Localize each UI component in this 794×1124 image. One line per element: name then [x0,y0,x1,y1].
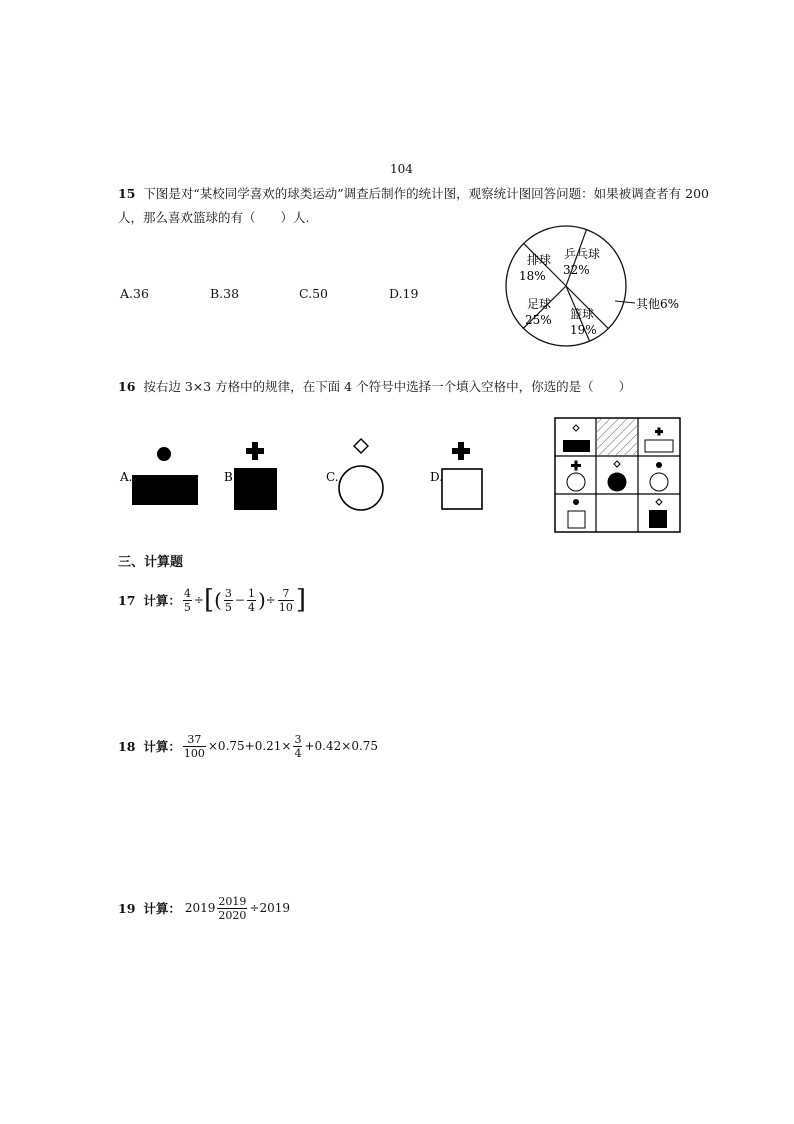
q16-text: 按右边 3×3 方格中的规律，在下面 4 个符号中选择一个填入空格中，你选的是（ ） [143,379,632,394]
dot-icon [157,447,171,461]
q15-text-line1: 下图是对“某校同学喜欢的球类运动”调查后制作的统计图，观察统计图回答问题：如果被调查者有 200 [143,186,709,201]
dot-icon [656,462,662,468]
q17-number: 17 [118,592,136,608]
filled-square-icon [234,468,277,510]
q17-bracket-open: [ [203,585,215,615]
pie-label-pingpang-pct: 32% [563,263,590,277]
filled-square-icon [649,510,667,528]
plus-icon [246,442,264,460]
q17-label: 计算： [143,593,181,608]
empty-circle-icon [650,473,668,491]
grid-cell-1-2-hatched [597,419,637,455]
grid-cell-1-3 [645,428,673,453]
diamond-icon [573,425,579,431]
q18-fraction-1: $\frac{37}{100}$ [183,732,205,760]
pie-label-lanqiu-name: 篮球 [570,307,595,321]
pie-label-zuqiu-name: 足球 [527,297,552,311]
empty-circle-icon [567,473,585,491]
q17-fraction-1: $\frac{4}{5}$ [183,586,191,614]
q16-option-b[interactable] [224,442,277,510]
q17-bracket-close: ] [295,585,306,615]
q16-options [110,436,510,516]
q16-option-a-label: A. [120,470,133,484]
empty-square-icon [568,511,585,528]
grid-cell-3-3 [649,499,667,528]
empty-circle-icon [339,466,383,510]
q17-fraction-3: $\frac{1}{4}$ [247,586,255,614]
diamond-icon [614,461,620,467]
q15-option-b[interactable]: B.38 [210,286,240,301]
q17 [118,580,306,620]
q18-number: 18 [118,738,136,754]
q19-number: 19 [118,900,136,916]
pie-label-lanqiu-pct: 19% [570,323,597,337]
q17-op3: ÷ [265,593,276,607]
pie-chart [500,222,690,352]
q16-option-c[interactable] [326,439,383,510]
filled-rectangle-icon [563,440,590,452]
pie-label-paiqiu-pct: 18% [519,269,546,283]
q15-text-line2: 人，那么喜欢篮球的有（ ）人. [118,210,310,225]
diamond-icon [354,439,368,453]
empty-square-icon [442,469,482,509]
q16-number: 16 [118,379,136,394]
section-3-title: 三、计算题 [118,555,184,570]
q16-option-b-label: B. [224,470,237,484]
q16-option-d[interactable] [430,442,482,509]
q17-op2: − [234,593,245,607]
q15-option-a[interactable]: A.36 [120,286,149,301]
q19 [118,888,290,928]
pie-label-zuqiu-pct: 25% [525,313,552,327]
grid-cell-2-1 [567,461,585,492]
pie-label-qita: 其他6% [636,297,680,311]
q19-label: 计算： [143,901,181,916]
q18-part2: ×0.75+0.21× [207,739,292,753]
dot-icon [573,499,579,505]
q17-fraction-2: $\frac{3}{5}$ [224,586,232,614]
pattern-grid [553,416,683,534]
q16-line [118,377,631,395]
grid-cell-1-1 [563,425,590,452]
pie-label-paiqiu-name: 排球 [527,253,552,267]
grid-cell-2-3 [650,462,668,491]
filled-rectangle-icon [132,475,198,505]
diamond-icon [656,499,662,505]
q19-whole: 2019 [184,901,216,915]
grid-cell-3-1 [568,499,585,528]
page-number: 104 [390,162,413,176]
q18-label: 计算： [143,739,181,754]
q18-fraction-2: $\frac{3}{4}$ [294,732,302,760]
q17-fraction-4: $\frac{7}{10}$ [278,586,293,614]
q16-option-d-label: D. [430,470,444,484]
q17-paren-close: ) [257,588,266,612]
q18 [118,726,378,766]
plus-icon [452,442,470,460]
q15-number: 15 [118,186,136,201]
empty-rectangle-icon [645,440,673,452]
q17-op1: ÷ [193,593,204,607]
q15-option-d[interactable]: D.19 [389,286,419,301]
q16-option-a[interactable] [119,447,198,505]
pie-label-pingpang-name: 乒乓球 [564,247,601,261]
q19-tail: ÷2019 [249,901,290,915]
q17-paren-open: ( [214,588,222,612]
filled-circle-icon [608,473,627,492]
q18-part3: +0.42×0.75 [304,739,379,753]
q19-fraction: $\frac{2019}{2020}$ [218,894,247,922]
pie-slices [506,226,626,346]
q16-option-c-label: C. [326,470,339,484]
q15-option-c[interactable]: C.50 [299,286,328,301]
q15-line1 [118,184,709,202]
grid-cell-2-2 [608,461,627,492]
